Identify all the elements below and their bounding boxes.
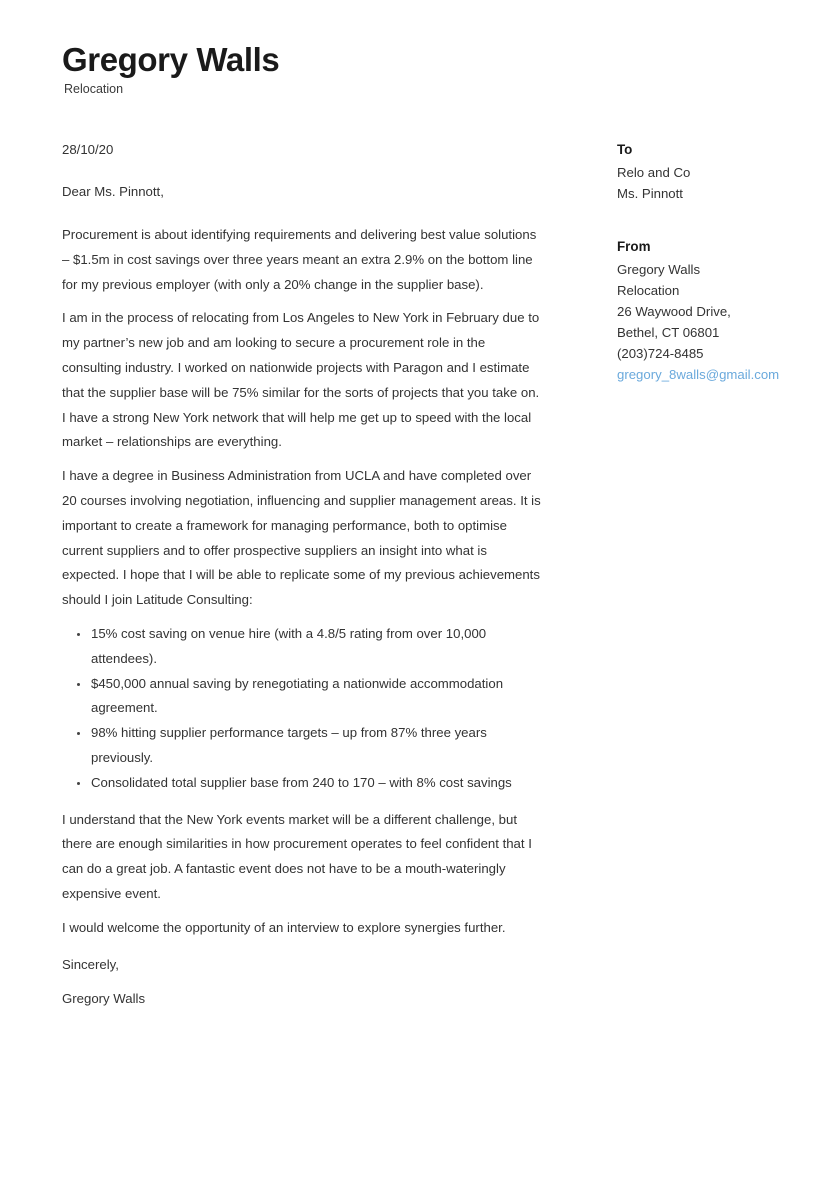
bullet-dot-icon bbox=[77, 683, 80, 686]
bullet-dot-icon bbox=[77, 782, 80, 785]
letter-salutation: Dear Ms. Pinnott, bbox=[62, 184, 164, 199]
sender-block bbox=[617, 236, 822, 385]
address-panel bbox=[617, 139, 822, 385]
letter-paragraph-2: I am in the process of relocating from Los Angeles to New York in February due to my partner’s new job and am looking to secure a procurement role in the consulting industry. I worked on nationwide projects with Paragon and I estimate that the supplier base will be 75% similar for the sorts of projects that you take on. I have a strong New York network that will help me get up to speed with the local market – relationships are everything. bbox=[62, 310, 540, 450]
letter-body bbox=[62, 139, 545, 1012]
list-item bbox=[62, 672, 545, 722]
letter-paragraph-1: Procurement is about identifying requirements and delivering best value solutions – $1.5m in cost savings over three years meant an extra 2.9% on the bottom line for my previous employer (with only a 20% change in the supplier base). bbox=[62, 227, 537, 292]
closing-paragraph-1: I understand that the New York events market will be a different challenge, but there are enough similarities in how procurement operates to feel confident that I can do a great job. A fantastic event does not have to be a mouth-wateringly expensive event. bbox=[62, 811, 532, 901]
recipient-block bbox=[617, 139, 822, 204]
bullet-dot-icon bbox=[77, 732, 80, 735]
achievement-text: 98% hitting supplier performance targets – up from 87% three years previously. bbox=[91, 725, 487, 765]
letter-signoff: Sincerely, bbox=[62, 956, 119, 972]
letter-paragraph-3: I have a degree in Business Administration from UCLA and have completed over 20 courses involving negotiation, influencing and supplier management areas. It is important to create a framework for managing performance, both to optimise current suppliers and to offer prospective suppliers an insight into what is expected. I hope that I will be able to replicate some of my previous achievements should I join Latitude Consulting: bbox=[62, 468, 541, 608]
achievement-text: $450,000 annual saving by renegotiating a nationwide accommodation agreement. bbox=[91, 675, 504, 716]
sender-name: Gregory Walls bbox=[617, 262, 701, 277]
sender-email-link[interactable]: gregory_8walls@gmail.com bbox=[617, 367, 780, 382]
applicant-subtitle: Relocation bbox=[64, 82, 124, 96]
achievement-text: Consolidated total supplier base from 240 to 170 – with 8% cost savings bbox=[91, 774, 512, 790]
letterhead bbox=[62, 40, 662, 97]
sender-role: Relocation bbox=[617, 283, 680, 298]
letter-signature-name: Gregory Walls bbox=[62, 991, 146, 1007]
achievements-list bbox=[62, 622, 545, 796]
recipient-company: Relo and Co bbox=[617, 165, 691, 180]
to-heading: To bbox=[617, 142, 633, 157]
sender-address-city: Bethel, CT 06801 bbox=[617, 325, 720, 340]
sender-address-street: 26 Waywood Drive, bbox=[617, 304, 731, 319]
sender-phone: (203)724-8485 bbox=[617, 346, 704, 361]
list-item bbox=[62, 622, 545, 672]
list-item bbox=[62, 721, 545, 771]
letter-date: 28/10/20 bbox=[62, 142, 114, 157]
bullet-dot-icon bbox=[77, 633, 80, 636]
achievement-text: 15% cost saving on venue hire (with a 4.8/5 rating from over 10,000 attendees). bbox=[91, 625, 487, 666]
applicant-name: Gregory Walls bbox=[62, 41, 280, 78]
recipient-person: Ms. Pinnott bbox=[617, 186, 683, 201]
list-item bbox=[62, 771, 545, 796]
closing-block bbox=[62, 808, 545, 941]
from-heading: From bbox=[617, 239, 651, 254]
closing-paragraph-2: I would welcome the opportunity of an interview to explore synergies further. bbox=[62, 919, 506, 935]
